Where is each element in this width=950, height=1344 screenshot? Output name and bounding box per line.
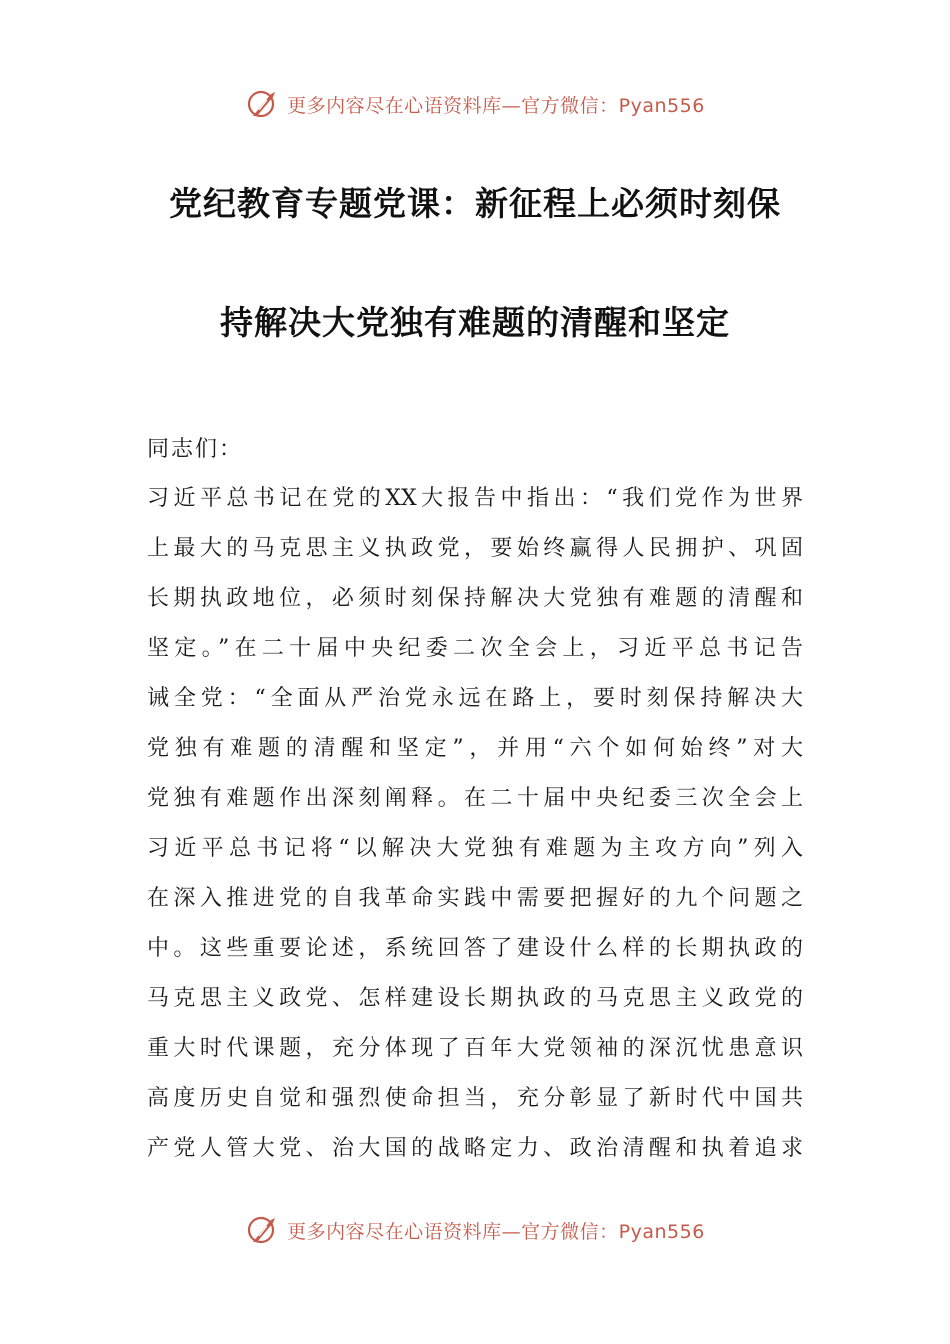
body-line: 坚定。”在二十届中央纪委二次全会上，习近平总书记告 <box>147 636 803 661</box>
body-line: 高度历史自觉和强烈使命担当，充分彰显了新时代中国共 <box>147 1086 803 1111</box>
watermark-text <box>287 1217 705 1244</box>
watermark-label: 更多内容尽在心语资料库—官方微信： <box>287 94 619 117</box>
footer-watermark-banner <box>0 1210 950 1250</box>
body-line: 习近平总书记在党的XX大报告中指出：“我们党作为世界 <box>147 486 803 511</box>
quill-pen-logo-icon <box>245 86 281 122</box>
watermark-text <box>287 91 705 118</box>
document-title-line-1: 党纪教育专题党课：新征程上必须时刻保 <box>169 184 781 223</box>
body-line: 在深入推进党的自我革命实践中需要把握好的九个问题之 <box>147 886 803 911</box>
quill-pen-logo-icon <box>245 1212 281 1248</box>
body-line: 上最大的马克思主义执政党，要始终赢得人民拥护、巩固 <box>147 536 803 561</box>
body-line: 诫全党：“全面从严治党永远在路上，要时刻保持解决大 <box>147 686 803 711</box>
watermark-wechat-handle: Pyan556 <box>618 94 705 117</box>
body-line: 重大时代课题，充分体现了百年大党领袖的深沉忧患意识 <box>147 1036 803 1061</box>
header-watermark-banner <box>0 84 950 124</box>
watermark-wechat-handle: Pyan556 <box>618 1220 705 1243</box>
watermark-label: 更多内容尽在心语资料库—官方微信： <box>287 1220 619 1243</box>
document-title-line-2: 持解决大党独有难题的清醒和坚定 <box>220 303 730 342</box>
body-line: 党独有难题的清醒和坚定”，并用“六个如何始终”对大 <box>147 736 803 761</box>
body-line: 产党人管大党、治大国的战略定力、政治清醒和执着追求 <box>147 1136 803 1161</box>
body-line: 习近平总书记将“以解决大党独有难题为主攻方向”列入 <box>147 836 803 861</box>
body-line: 党独有难题作出深刻阐释。在二十届中央纪委三次全会上 <box>147 786 803 811</box>
body-line: 长期执政地位，必须时刻保持解决大党独有难题的清醒和 <box>147 586 803 611</box>
body-line: 中。这些重要论述，系统回答了建设什么样的长期执政的 <box>147 936 803 961</box>
body-line: 马克思主义政党、怎样建设长期执政的马克思主义政党的 <box>147 986 803 1011</box>
salutation: 同志们： <box>147 437 244 462</box>
